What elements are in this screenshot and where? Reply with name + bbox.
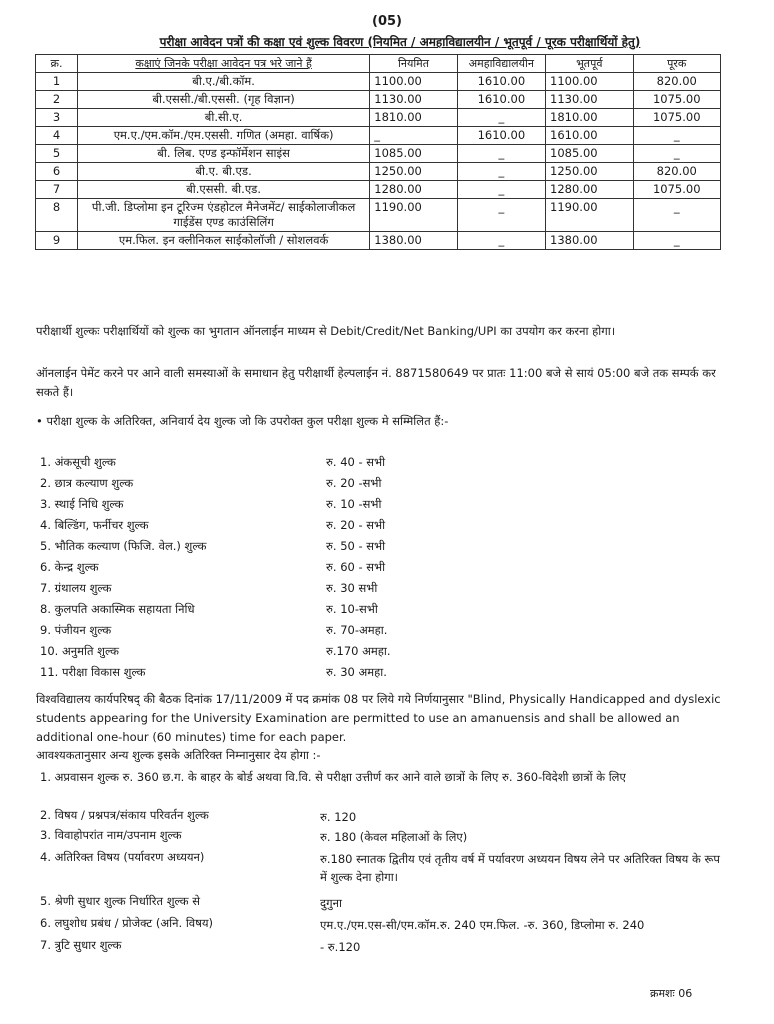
fee-label: 7. त्रुटि सुधार शुल्क [40,938,122,952]
table-row [36,163,721,181]
cell-noncollegiate: _ [457,232,545,250]
cell-noncollegiate: 1610.00 [457,91,545,109]
cell-ex-student: 1380.00 [546,232,633,250]
cell-noncollegiate: _ [457,163,545,181]
cell-noncollegiate: _ [457,181,545,199]
cell-supplementary: _ [633,232,721,250]
table-row [36,91,721,109]
cell-sn: 5 [36,145,78,163]
table-row [36,73,721,91]
table-header-row [36,55,721,73]
fee-label: 7. ग्रंथालय शुल्क [40,581,112,595]
fee-label: 4. अतिरिक्त विषय (पर्यावरण अध्ययन) [40,850,205,864]
fee-amount: रु. 40 - सभी [326,455,386,469]
fee-label: 2. विषय / प्रश्नपत्र/संकाय परिवर्तन शुल्क [40,808,209,822]
fee-label: 10. अनुमति शुल्क [40,644,120,658]
col-header-sn: क्र. [36,55,78,73]
cell-regular: 1250.00 [370,163,457,181]
fee-amount: रु. 120 [320,810,357,824]
col-header-ex-student: भूतपूर्व [546,55,633,73]
page-heading: परीक्षा आवेदन पत्रों की कक्षा एवं शुल्क विवरण (नियमित / अमहाविद्यालयीन / भूतपूर्व / पूरक परीक्षार्थियों हेतु) [159,35,641,49]
fee-label: 5. भौतिक कल्याण (फिजि. वेल.) शुल्क [40,539,207,553]
cell-ex-student: 1280.00 [546,181,633,199]
cell-noncollegiate: 1610.00 [457,127,545,145]
table-row [36,145,721,163]
cell-supplementary: 820.00 [633,163,721,181]
cell-regular: 1380.00 [370,232,457,250]
table-row [36,232,721,250]
other-fee-intro: आवश्यकतानुसार अन्य शुल्क इसके अतिरिक्त निम्नानुसार देय होगा :- [36,748,321,762]
cell-sn: 2 [36,91,78,109]
cell-ex-student: 1085.00 [546,145,633,163]
fee-amount: रु. 10 -सभी [326,497,382,511]
fee-payment-note: परीक्षार्थी शुल्कः परीक्षार्थियों को शुल्क का भुगतान ऑनलाईन माध्यम से Debit/Credit/Net Banking/UPI का उपयोग कर करना होगा। [36,324,616,338]
fee-amount: रु. 20 - सभी [326,518,386,532]
cell-supplementary: 1075.00 [633,181,721,199]
fee-label: 1. अंकसूची शुल्क [40,455,116,469]
cell-ex-student: 1130.00 [546,91,633,109]
fee-label: 6. लघुशोध प्रबंध / प्रोजेक्ट (अनि. विषय) [40,916,214,930]
fee-amount: - रु.120 [320,940,361,954]
cell-supplementary: 820.00 [633,73,721,91]
council-decision: विश्वविद्यालय कार्यपरिषद् की बैठक दिनांक 17/11/2009 में पद क्रमांक 08 पर लिये गये निर्णयानुसार "Blind, Physically Handicapped and dyslexic students appearing for the University Examination are permitted to use an amanuensis and shall be allowed an additional one-hour (60 minutes) time for each paper. [36,692,721,744]
cell-regular: _ [370,127,457,145]
cell-regular: 1085.00 [370,145,457,163]
fee-amount: रु. 10-सभी [326,602,378,616]
cell-sn: 8 [36,199,78,232]
cell-sn: 9 [36,232,78,250]
col-header-supplementary: पूरक [633,55,721,73]
cell-noncollegiate: _ [457,199,545,232]
cell-supplementary: 1075.00 [633,91,721,109]
cell-class: एम.ए./एम.कॉम./एम.एससी. गणित (अमहा. वार्षिक) [77,127,369,145]
cell-class: एम.फिल. इन क्लीनिकल साईकोलॉजी / सोशलवर्क [77,232,369,250]
cell-class: बी.एससी./बी.एससी. (गृह विज्ञान) [77,91,369,109]
cell-class: बी.सी.ए. [77,109,369,127]
fee-amount: रु. 60 - सभी [326,560,386,574]
cell-regular: 1810.00 [370,109,457,127]
fee-amount: रु. 30 सभी [326,581,378,595]
fee-amount: रु.180 स्नातक द्वितीय एवं तृतीय वर्ष में पर्यावरण अध्ययन विषय लेने पर अतिरिक्त विषय के रूप में शुल्क देना होगा। [320,852,720,884]
cell-noncollegiate: _ [457,145,545,163]
fee-amount: दुगुना [320,896,342,910]
col-header-regular: नियमित [370,55,457,73]
cell-class: बी.एससी. बी.एड. [77,181,369,199]
table-row [36,181,721,199]
mandatory-fee-intro: • परीक्षा शुल्क के अतिरिक्त, अनिवार्य देय शुल्क जो कि उपरोक्त कुल परीक्षा शुल्क मे सम्मिलित हैं:- [36,414,449,428]
fee-amount: रु. 70-अमहा. [326,623,388,637]
fee-label: 11. परीक्षा विकास शुल्क [40,665,146,679]
cell-sn: 3 [36,109,78,127]
col-header-class: कक्षाएं जिनके परीक्षा आवेदन पत्र भरे जाने हैं [77,55,369,73]
cell-ex-student: 1810.00 [546,109,633,127]
fee-amount: रु. 20 -सभी [326,476,382,490]
continued-note: क्रमशः 06 [650,987,693,1000]
cell-regular: 1130.00 [370,91,457,109]
cell-supplementary: _ [633,199,721,232]
other-fee-item-1: 1. अप्रवासन शुल्क रु. 360 छ.ग. के बाहर के बोर्ड अथवा वि.वि. से परीक्षा उत्तीर्ण कर आने वाले छात्रों के लिए रु. 360-विदेशी छात्रों के लिए [40,770,626,784]
cell-ex-student: 1190.00 [546,199,633,232]
cell-class: बी.ए. बी.एड. [77,163,369,181]
cell-supplementary: _ [633,127,721,145]
col-header-noncollegiate: अमहाविद्यालयीन [457,55,545,73]
table-row [36,109,721,127]
cell-ex-student: 1250.00 [546,163,633,181]
fee-label: 4. बिल्डिंग, फर्नीचर शुल्क [40,518,149,532]
cell-regular: 1190.00 [370,199,457,232]
fee-amount: रु.170 अमहा. [326,644,391,658]
cell-noncollegiate: _ [457,109,545,127]
fee-label: 2. छात्र कल्याण शुल्क [40,476,134,490]
fee-amount: रु. 30 अमहा. [326,665,387,679]
cell-supplementary: 1075.00 [633,109,721,127]
fee-amount: रु. 50 - सभी [326,539,386,553]
fee-label: 3. स्थाई निधि शुल्क [40,497,124,511]
page-number: (05) [372,14,402,29]
fee-label: 3. विवाहोपरांत नाम/उपनाम शुल्क [40,828,182,842]
cell-regular: 1280.00 [370,181,457,199]
helpline-note: ऑनलाईन पेमेंट करने पर आने वाली समस्याओं के समाधान हेतु परीक्षार्थी हेल्पलाईन नं. 8871580649 पर प्रातः 11:00 बजे से सायं 05:00 बजे तक सम्पर्क कर सकते हैं। [36,366,716,399]
fee-amount: रु. 180 (केवल महिलाओं के लिए) [320,830,468,844]
table-row [36,127,721,145]
cell-noncollegiate: 1610.00 [457,73,545,91]
cell-ex-student: 1100.00 [546,73,633,91]
cell-class: बी.ए./बी.कॉम. [77,73,369,91]
fee-amount: एम.ए./एम.एस-सी/एम.कॉम.रु. 240 एम.फिल. -रु. 360, डिप्लोमा रु. 240 [320,918,645,932]
cell-class: बी. लिब. एण्ड इन्फॉर्मेशन साइंस [77,145,369,163]
cell-sn: 4 [36,127,78,145]
cell-class: पी.जी. डिप्लोमा इन टूरिज्म एंडहोटल मैनेजमेंट/ साईकोलाजीकल गाईडेंस एण्ड काउंसिलिंग [77,199,369,232]
fee-table [35,54,721,250]
cell-sn: 1 [36,73,78,91]
cell-sn: 6 [36,163,78,181]
cell-ex-student: 1610.00 [546,127,633,145]
fee-label: 6. केन्द्र शुल्क [40,560,99,574]
cell-sn: 7 [36,181,78,199]
table-row [36,199,721,232]
fee-label: 8. कुलपति अकास्मिक सहायता निधि [40,602,195,616]
fee-label: 9. पंजीयन शुल्क [40,623,112,637]
fee-label: 5. श्रेणी सुधार शुल्क निर्धारित शुल्क से [40,894,200,908]
cell-regular: 1100.00 [370,73,457,91]
cell-supplementary: _ [633,145,721,163]
